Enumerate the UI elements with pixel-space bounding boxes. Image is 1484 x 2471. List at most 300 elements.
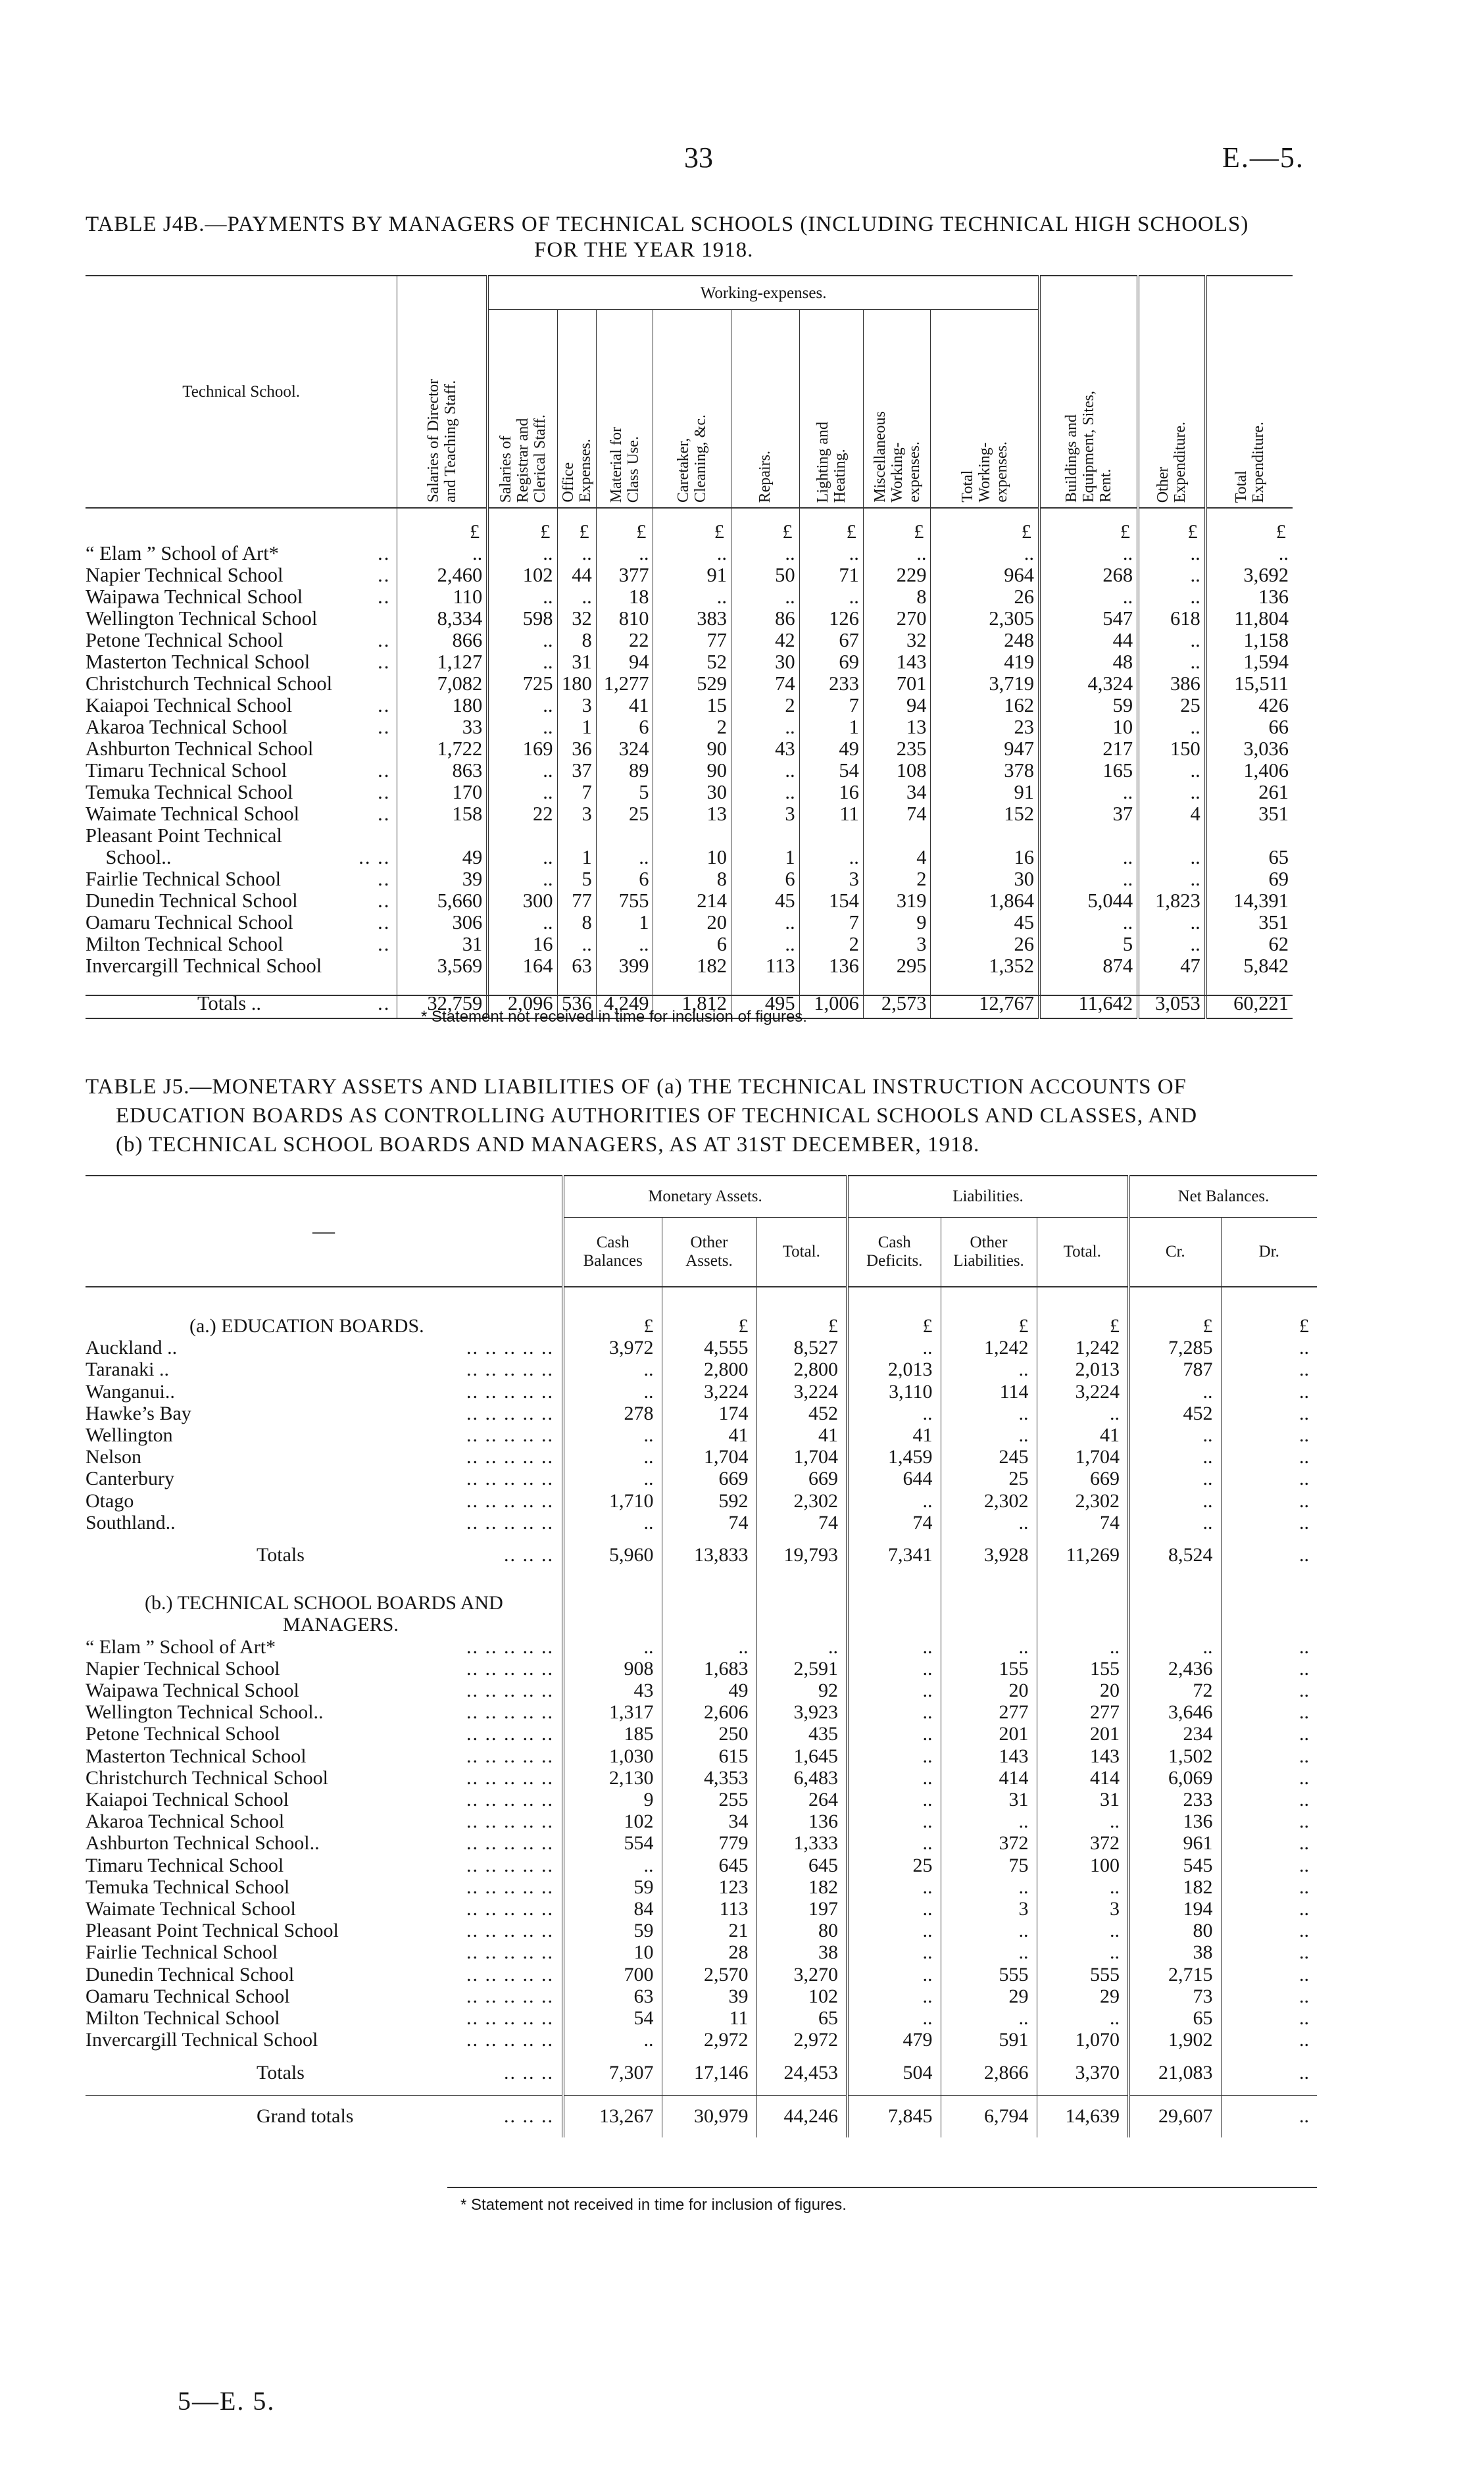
cell-value: 74 [863,803,931,825]
cell-value: 136 [799,955,863,977]
cell-value: 62 [1206,934,1293,955]
cell-value [863,825,931,847]
cell-value: 1,352 [931,955,1039,977]
cell-value: .. [653,543,731,564]
cell-value: .. [847,1985,941,2007]
cell-value: .. [941,1941,1037,1963]
cell-value: 866 [397,630,487,651]
row-label: Taranaki .. .. .. .. .. .. [86,1359,554,1381]
cell-value: 2,096 [487,977,557,1018]
cell-value: 1,333 [756,1832,847,1854]
cell-value: 2,800 [756,1359,847,1380]
school-row [86,1723,1317,1745]
cell-value: 386 [1138,673,1206,695]
school-row [86,760,1293,782]
cell-value: 452 [756,1403,847,1424]
cell-value: .. [1037,1941,1129,1963]
cell-value: 50 [731,564,799,586]
cell-value: 810 [596,608,653,630]
cell-value: .. [1221,1745,1317,1767]
cell-value: 16 [799,782,863,803]
cell-value: .. [563,1855,662,1876]
cell-value: 233 [799,673,863,695]
school-name: Milton Technical School .. [86,933,391,955]
col-other-expenditure: Other Expenditure. [1138,276,1206,508]
school-name: Masterton Technical School .. [86,651,391,673]
row-label: Nelson .. .. .. .. .. [86,1446,554,1468]
cell-value: 3,692 [1206,564,1293,586]
cell-value: 598 [487,608,557,630]
cell-value: 2,013 [847,1359,941,1380]
cell-value: 725 [487,673,557,695]
cell-value: .. [847,1701,941,1723]
section-a-heading-row: (a.) EDUCATION BOARDS. £ £ £ £ £ £ £ £ [86,1287,1317,1337]
cell-value: 755 [596,890,653,912]
cell-value: .. [1221,1898,1317,1920]
cell-value: 536 [557,977,596,1018]
cell-value: 2 [731,695,799,716]
cell-value: 59 [563,1920,662,1941]
cell-value: 34 [863,782,931,803]
cell-value: 669 [1037,1468,1129,1489]
j4b-title-line1: TABLE J4B.—PAYMENTS BY MANAGERS OF TECHNICAL SCHOOLS (INCLUDING TECHNICAL HIGH SCHOOLS) [86,212,1249,236]
school-name: Fairlie Technical School .. [86,868,391,890]
cell-value: 180 [397,695,487,716]
cell-value: 34 [662,1810,756,1832]
col-caretaker: Caretaker, Cleaning, &c. [653,310,731,509]
school-row [86,1832,1317,1854]
cell-value [596,825,653,847]
cell-value: .. [1037,1810,1129,1832]
cell-value: .. [1221,1403,1317,1424]
cell-value: 77 [557,890,596,912]
cell-value: .. [799,586,863,608]
cell-value: 1 [799,716,863,738]
j5-bottom-rule [447,2187,1317,2188]
row-label: Akaroa Technical School .. .. .. .. .. [86,1810,554,1833]
school-row [86,803,1293,825]
cell-value: 21,083 [1129,2051,1221,2096]
cell-value: 3,972 [563,1337,662,1359]
cell-value: .. [1129,1490,1221,1512]
school-name: Waipawa Technical School .. [86,586,391,608]
col-buildings: Buildings and Equipment, Sites, Rent. [1039,276,1138,508]
cell-value: 102 [563,1810,662,1832]
cell-value: 29 [1037,1985,1129,2007]
cell-value: .. [1221,2051,1317,2096]
cell-value: .. [557,934,596,955]
school-row [86,1658,1317,1680]
cell-value [397,825,487,847]
col-group-working-expenses: Working-expenses. [487,276,1039,310]
cell-value: 1,704 [662,1446,756,1468]
school-row [86,955,1293,977]
cell-value: .. [847,1876,941,1898]
cell-value: 504 [847,2051,941,2096]
cell-value: 28 [662,1941,756,1963]
cell-value: 3 [941,1898,1037,1920]
cell-value: 248 [931,630,1039,651]
col-total-liabilities: Total. [1037,1218,1129,1287]
cell-value: 3,569 [397,955,487,977]
cell-value: 170 [397,782,487,803]
cell-value: .. [1138,868,1206,890]
cell-value: .. [1039,912,1138,934]
cell-value: .. [1221,1446,1317,1468]
section-b-heading-row [86,1578,1317,1614]
school-row [86,673,1293,695]
school-row [86,1680,1317,1701]
j4b-bottom-rule [86,995,1293,996]
cell-value: 11,269 [1037,1534,1129,1578]
cell-value [653,825,731,847]
cell-value: 5,842 [1206,955,1293,977]
j5-title-line3: (b) TECHNICAL SCHOOL BOARDS AND MANAGERS, AS AT 31ST DECEMBER, 1918. [116,1133,980,1157]
row-label: Pleasant Point Technical School .. .. .. .. .. [86,1920,554,1942]
board-row [86,1337,1317,1359]
cell-value: 74 [1037,1512,1129,1534]
cell-value: .. [1221,1767,1317,1789]
cell-value: .. [487,630,557,651]
cell-value: 6 [596,868,653,890]
cell-value: .. [563,1359,662,1380]
cell-value: .. [941,2007,1037,2029]
cell-value: .. [596,847,653,868]
row-label: Temuka Technical School .. .. .. .. .. [86,1876,554,1898]
col-other-assets: Other Assets. [662,1218,756,1287]
cell-value: 10 [1039,716,1138,738]
cell-value: 77 [653,630,731,651]
school-row [86,847,1293,868]
cell-value: 5 [557,868,596,890]
cell-value: 31 [557,651,596,673]
cell-value [487,825,557,847]
cell-value: .. [941,1359,1037,1380]
cell-value: 1,006 [799,977,863,1018]
cell-value: 32 [557,608,596,630]
cell-value: 126 [799,608,863,630]
cell-value: 91 [653,564,731,586]
school-row [86,608,1293,630]
row-label: Ashburton Technical School.. .. .. .. .. .. [86,1832,554,1855]
cell-value: .. [563,1446,662,1468]
cell-value: .. [557,586,596,608]
cell-value: 71 [799,564,863,586]
cell-value: .. [1138,586,1206,608]
cell-value: 2,130 [563,1767,662,1789]
cell-value: 7,285 [1129,1337,1221,1359]
school-row [86,630,1293,651]
cell-value: 33 [397,716,487,738]
cell-value: .. [1039,782,1138,803]
cell-value: 152 [931,803,1039,825]
cell-value: 1,683 [662,1658,756,1680]
cell-value: 30,979 [662,2095,756,2137]
cell-value: 6 [596,716,653,738]
cell-value: 84 [563,1898,662,1920]
school-row [86,651,1293,673]
cell-value: 26 [931,934,1039,955]
cell-value: 123 [662,1876,756,1898]
cell-value: 1,242 [1037,1337,1129,1359]
cell-value: 37 [557,760,596,782]
cell-value: 1 [731,847,799,868]
cell-value: .. [1221,1701,1317,1723]
cell-value: .. [847,1337,941,1359]
school-name: Akaroa Technical School .. [86,716,391,738]
cell-value: 136 [1206,586,1293,608]
cell-value: .. [397,543,487,564]
school-row [86,1810,1317,1832]
cell-value: 29 [941,1985,1037,2007]
cell-value: 278 [563,1403,662,1424]
cell-value: .. [1221,2095,1317,2137]
cell-value: 32,759 [397,977,487,1018]
cell-value: 701 [863,673,931,695]
cell-value: 1,127 [397,651,487,673]
cell-value: 20 [1037,1680,1129,1701]
cell-value: .. [1221,1810,1317,1832]
cell-value: 1,722 [397,738,487,760]
cell-value: 25 [847,1855,941,1876]
col-registrar: Salaries of Registrar and Clerical Staff. [487,310,557,509]
cell-value: 645 [756,1855,847,1876]
cell-value: .. [662,1636,756,1658]
cell-value: 174 [662,1403,756,1424]
cell-value: 13 [863,716,931,738]
cell-value: 592 [662,1490,756,1512]
col-cr: Cr. [1129,1218,1221,1287]
cell-value: 947 [931,738,1039,760]
cell-value: 1,459 [847,1446,941,1468]
school-row [86,825,1293,847]
cell-value: .. [653,586,731,608]
cell-value: 383 [653,608,731,630]
cell-value: 1,710 [563,1490,662,1512]
cell-value: 1 [596,912,653,934]
cell-value: 6,794 [941,2095,1037,2137]
cell-value: .. [1129,1446,1221,1468]
cell-value: 964 [931,564,1039,586]
cell-value: 22 [596,630,653,651]
cell-value: .. [1138,651,1206,673]
cell-value: 7,082 [397,673,487,695]
cell-value: .. [487,695,557,716]
cell-value: .. [847,1898,941,1920]
cell-value: 3,719 [931,673,1039,695]
cell-value: 37 [1039,803,1138,825]
cell-value: 1 [557,716,596,738]
row-label: Waimate Technical School .. .. .. .. .. [86,1898,554,1920]
school-name: Temuka Technical School .. [86,781,391,803]
row-label: Otago .. .. .. .. .. [86,1489,554,1512]
cell-value: 6 [653,934,731,955]
cell-value: 32 [863,630,931,651]
cell-value: 38 [1129,1941,1221,1963]
cell-value: 44 [557,564,596,586]
cell-value: 217 [1039,738,1138,760]
cell-value: 89 [596,760,653,782]
cell-value: .. [1138,543,1206,564]
row-label: Christchurch Technical School .. .. .. .. .. [86,1766,554,1789]
cell-value: .. [563,1468,662,1489]
cell-value: 2,302 [756,1490,847,1512]
cell-value: .. [1221,1876,1317,1898]
cell-value [557,825,596,847]
board-row [86,1468,1317,1489]
cell-value: 669 [756,1468,847,1489]
cell-value: 8,334 [397,608,487,630]
col-total-working: Total Working- expenses. [931,310,1039,509]
j4b-footnote: * Statement not received in time for inclusion of figures. [421,1008,807,1026]
cell-value: 3,110 [847,1381,941,1403]
school-row [86,1941,1317,1963]
row-label: Fairlie Technical School .. .. .. .. .. [86,1941,554,1964]
cell-value: .. [487,716,557,738]
cell-value: 63 [557,955,596,977]
cell-value: 8 [557,630,596,651]
cell-value: 143 [941,1745,1037,1767]
row-label: Milton Technical School .. .. .. .. .. [86,2007,554,2030]
cell-value: .. [941,1424,1037,1446]
cell-value: 261 [1206,782,1293,803]
school-row [86,1964,1317,1985]
cell-value: 295 [863,955,931,977]
cell-value: 2,460 [397,564,487,586]
cell-value: .. [1037,1636,1129,1658]
cell-value: .. [1129,1512,1221,1534]
cell-value: .. [1221,1512,1317,1534]
cell-value: 1 [557,847,596,868]
cell-value: 961 [1129,1832,1221,1854]
cell-value: .. [847,1789,941,1810]
cell-value: 4,249 [596,977,653,1018]
cell-value: 7 [799,695,863,716]
cell-value: .. [847,1723,941,1745]
row-label: Napier Technical School .. .. .. .. .. [86,1657,554,1680]
cell-value: 419 [931,651,1039,673]
cell-value: 108 [863,760,931,782]
school-row [86,782,1293,803]
cell-value: .. [1221,1941,1317,1963]
cell-value: 3,224 [662,1381,756,1403]
cell-value: .. [731,760,799,782]
cell-value: 1,812 [653,977,731,1018]
school-name: Petone Technical School .. [86,629,391,651]
cell-value: .. [1221,1832,1317,1854]
cell-value: .. [1039,586,1138,608]
cell-value: 255 [662,1789,756,1810]
school-row [86,1636,1317,1658]
cell-value: 414 [941,1767,1037,1789]
cell-value: 169 [487,738,557,760]
cell-value: 201 [941,1723,1037,1745]
cell-value: 4,324 [1039,673,1138,695]
col-group-liabilities: Liabilities. [847,1176,1129,1218]
cell-value: 351 [1206,803,1293,825]
school-row [86,1701,1317,1723]
col-cash-deficits: Cash Deficits. [847,1218,941,1287]
cell-value: 2,013 [1037,1359,1129,1380]
cell-value: 59 [1039,695,1138,716]
cell-value: 25 [1138,695,1206,716]
cell-value: 11,804 [1206,608,1293,630]
cell-value: 2 [863,868,931,890]
cell-value: .. [487,543,557,564]
cell-value: 185 [563,1723,662,1745]
cell-value: 372 [941,1832,1037,1854]
cell-value: 229 [863,564,931,586]
cell-value: 372 [1037,1832,1129,1854]
cell-value: .. [847,1490,941,1512]
row-label: Totals .. .. .. [257,1544,554,1566]
cell-value: 2 [653,716,731,738]
cell-value: 41 [662,1424,756,1446]
cell-value: 618 [1138,608,1206,630]
cell-value: 3 [799,868,863,890]
cell-value: 300 [487,890,557,912]
cell-value: 49 [397,847,487,868]
cell-value: 1,594 [1206,651,1293,673]
cell-value: .. [487,868,557,890]
assets-liabilities-table [86,1175,1317,2137]
grand-totals-row [86,2095,1317,2137]
cell-value: 3,053 [1138,977,1206,1018]
cell-value: .. [487,847,557,868]
cell-value: 529 [653,673,731,695]
cell-value: 80 [1129,1920,1221,1941]
cell-value: 399 [596,955,653,977]
cell-value: 12,767 [931,977,1039,1018]
row-label: Masterton Technical School .. .. .. .. .. [86,1745,554,1767]
school-name: Dunedin Technical School .. [86,889,391,912]
col-misc: Miscellaneous Working- expenses. [863,310,931,509]
cell-value: .. [487,651,557,673]
cell-value: .. [847,1745,941,1767]
cell-value: 69 [799,651,863,673]
cell-value: .. [847,1941,941,1963]
cell-value: 59 [563,1876,662,1898]
col-dr: Dr. [1221,1218,1317,1287]
cell-value: .. [1129,1424,1221,1446]
cell-value [1206,825,1293,847]
cell-value: 44,246 [756,2095,847,2137]
cell-value: 2,305 [931,608,1039,630]
row-label: Southland.. .. .. .. .. .. [86,1511,554,1534]
cell-value: 90 [653,738,731,760]
cell-value: 414 [1037,1767,1129,1789]
cell-value: 9 [863,912,931,934]
cell-value: 3 [557,803,596,825]
cell-value: 3,646 [1129,1701,1221,1723]
cell-value: 10 [653,847,731,868]
cell-value: 66 [1206,716,1293,738]
cell-value: 162 [931,695,1039,716]
cell-value: 426 [1206,695,1293,716]
cell-value: 74 [756,1512,847,1534]
cell-value: 39 [662,1985,756,2007]
cell-value: 30 [731,651,799,673]
cell-value: .. [563,2029,662,2051]
cell-value: .. [1221,2007,1317,2029]
cell-value [731,825,799,847]
cell-value: 16 [487,934,557,955]
col-salaries-director: Salaries of Director and Teaching Staff. [397,276,487,508]
cell-value: 182 [1129,1876,1221,1898]
currency-row: £ £ £ £ £ £ £ £ £ £ £ £ [86,508,1293,543]
cell-value: 4 [863,847,931,868]
cell-value: 14,391 [1206,890,1293,912]
